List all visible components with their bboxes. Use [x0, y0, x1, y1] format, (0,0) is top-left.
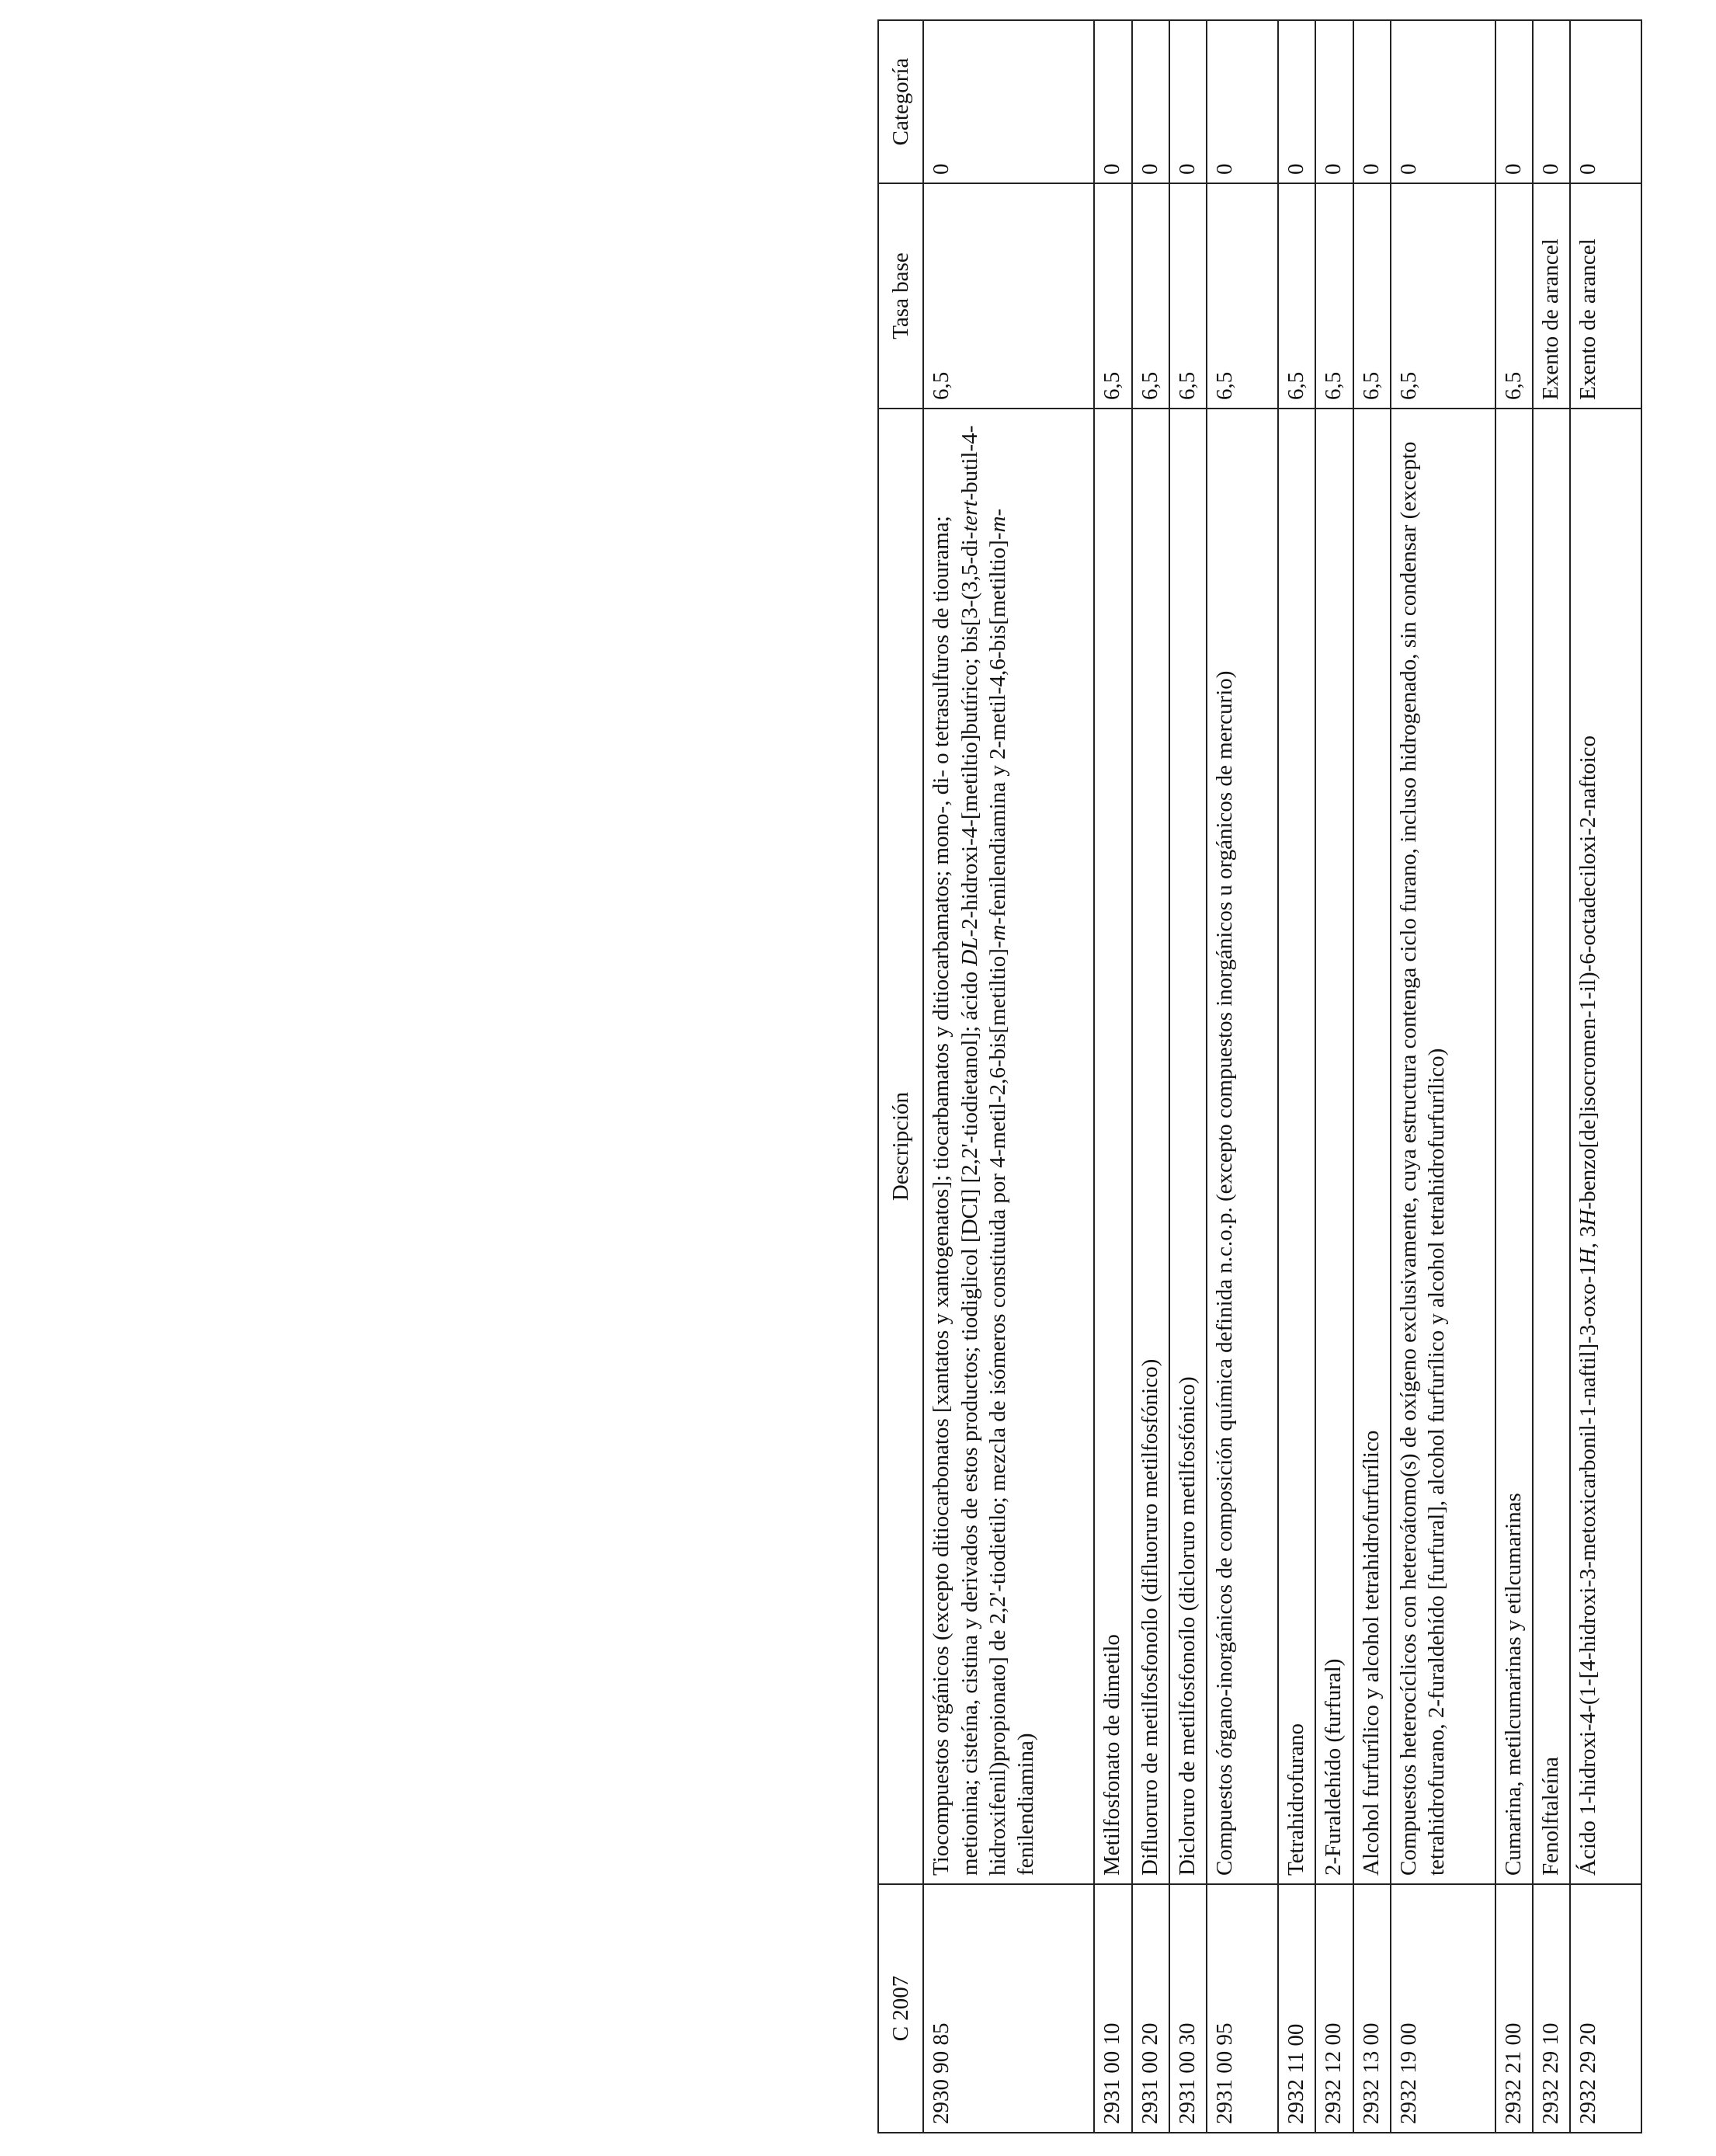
row-description: Alcohol furfurílico y alcohol tetrahidrofurfurílico	[1353, 409, 1391, 1884]
row-base-rate: 6,5	[1207, 183, 1278, 409]
row-code: 2932 11 00	[1278, 1884, 1315, 2133]
table-row	[1315, 20, 1353, 2133]
row-description: Fenolftaleína	[1533, 409, 1570, 1884]
row-base-rate: 6,5	[1315, 183, 1353, 409]
table-row	[1353, 20, 1391, 2133]
row-base-rate: 6,5	[1278, 183, 1315, 409]
row-base-rate: Exento de arancel	[1533, 183, 1570, 409]
tariff-table	[877, 19, 1642, 2133]
row-category: 0	[1353, 20, 1391, 183]
row-category: 0	[1533, 20, 1570, 183]
row-code: 2932 21 00	[1495, 1884, 1533, 2133]
row-description: Difluoruro de metilfosfonoílo (difluoruro metilfosfónico)	[1132, 409, 1169, 1884]
table-row	[1169, 20, 1207, 2133]
header-code: C 2007	[878, 1884, 923, 2133]
row-base-rate: 6,5	[1169, 183, 1207, 409]
row-description: Metilfosfonato de dimetilo	[1094, 409, 1131, 1884]
table-row	[1094, 20, 1131, 2133]
row-description: Tetrahidrofurano	[1278, 409, 1315, 1884]
header-description: Descripción	[878, 409, 923, 1884]
row-category: 0	[923, 20, 1094, 183]
row-code: 2931 00 30	[1169, 1884, 1207, 2133]
row-category: 0	[1570, 20, 1641, 183]
table-row	[1207, 20, 1278, 2133]
row-base-rate: Exento de arancel	[1570, 183, 1641, 409]
row-category: 0	[1169, 20, 1207, 183]
rotated-page	[877, 21, 1716, 2133]
row-description: Compuestos heterocíclicos con heteroátomo(s) de oxígeno exclusivamente, cuya estructura contenga ciclo furano, incluso hidrogenado, sin condensar (excepto tetrahidrofurano, 2-furaldehído [furfural], alcohol furfurílico y alcohol tetrahidrofurfurílico)	[1391, 409, 1495, 1884]
header-base-rate: Tasa base	[878, 183, 923, 409]
row-code: 2932 13 00	[1353, 1884, 1391, 2133]
row-category: 0	[1207, 20, 1278, 183]
table-row	[923, 20, 1094, 2133]
row-category: 0	[1132, 20, 1169, 183]
row-category: 0	[1495, 20, 1533, 183]
row-base-rate: 6,5	[923, 183, 1094, 409]
row-description: Cumarina, metilcumarinas y etilcumarinas	[1495, 409, 1533, 1884]
row-description: 2-Furaldehído (furfural)	[1315, 409, 1353, 1884]
row-base-rate: 6,5	[1132, 183, 1169, 409]
row-code: 2932 29 10	[1533, 1884, 1570, 2133]
row-code: 2931 00 95	[1207, 1884, 1278, 2133]
header-category: Categoría	[878, 20, 923, 183]
row-description: Ácido 1-hidroxi-4-(1-[4-hidroxi-3-metoxicarbonil-1-naftil]-3-oxo-1H, 3H-benzo[de]isocromen-1-il)-6-octadeciloxi-2-naftoico	[1570, 409, 1641, 1884]
row-base-rate: 6,5	[1391, 183, 1495, 409]
row-description: Tiocompuestos orgánicos (excepto ditiocarbonatos [xantatos y xantogenatos]; tiocarbamatos y ditiocarbamatos; mono-, di- o tetrasulfuros de tiourama; metionina; cisteína, cistina y derivados de estos productos; tiodiglicol [DCI] [2,2'-tiodietanol]; ácido DL-2-hidroxi-4-[metiltio]butírico; bis[3-(3,5-di-tert-butil-4-hidroxifenil)propionato] de 2,2'-tiodietilo; mezcla de isómeros constituida por 4-metil-2,6-bis[metiltio]-m-fenilendiamina y 2-metil-4,6-bis[metiltio]-m-fenilendiamina)	[923, 409, 1094, 1884]
row-category: 0	[1094, 20, 1131, 183]
row-category: 0	[1391, 20, 1495, 183]
table-row	[1533, 20, 1570, 2133]
table-row	[1391, 20, 1495, 2133]
table-header-row	[878, 20, 923, 2133]
row-code: 2931 00 10	[1094, 1884, 1131, 2133]
row-code: 2932 19 00	[1391, 1884, 1495, 2133]
row-base-rate: 6,5	[1495, 183, 1533, 409]
table-row	[1278, 20, 1315, 2133]
row-code: 2931 00 20	[1132, 1884, 1169, 2133]
row-base-rate: 6,5	[1094, 183, 1131, 409]
table-row	[1132, 20, 1169, 2133]
row-code: 2930 90 85	[923, 1884, 1094, 2133]
table-row	[1495, 20, 1533, 2133]
row-base-rate: 6,5	[1353, 183, 1391, 409]
row-description: Compuestos órgano-inorgánicos de composición química definida n.c.o.p. (excepto compuestos inorgánicos u orgánicos de mercurio)	[1207, 409, 1278, 1884]
row-code: 2932 29 20	[1570, 1884, 1641, 2133]
row-description: Dicloruro de metilfosfonoílo (dicloruro metilfosfónico)	[1169, 409, 1207, 1884]
row-category: 0	[1278, 20, 1315, 183]
row-category: 0	[1315, 20, 1353, 183]
table-row	[1570, 20, 1641, 2133]
row-code: 2932 12 00	[1315, 1884, 1353, 2133]
